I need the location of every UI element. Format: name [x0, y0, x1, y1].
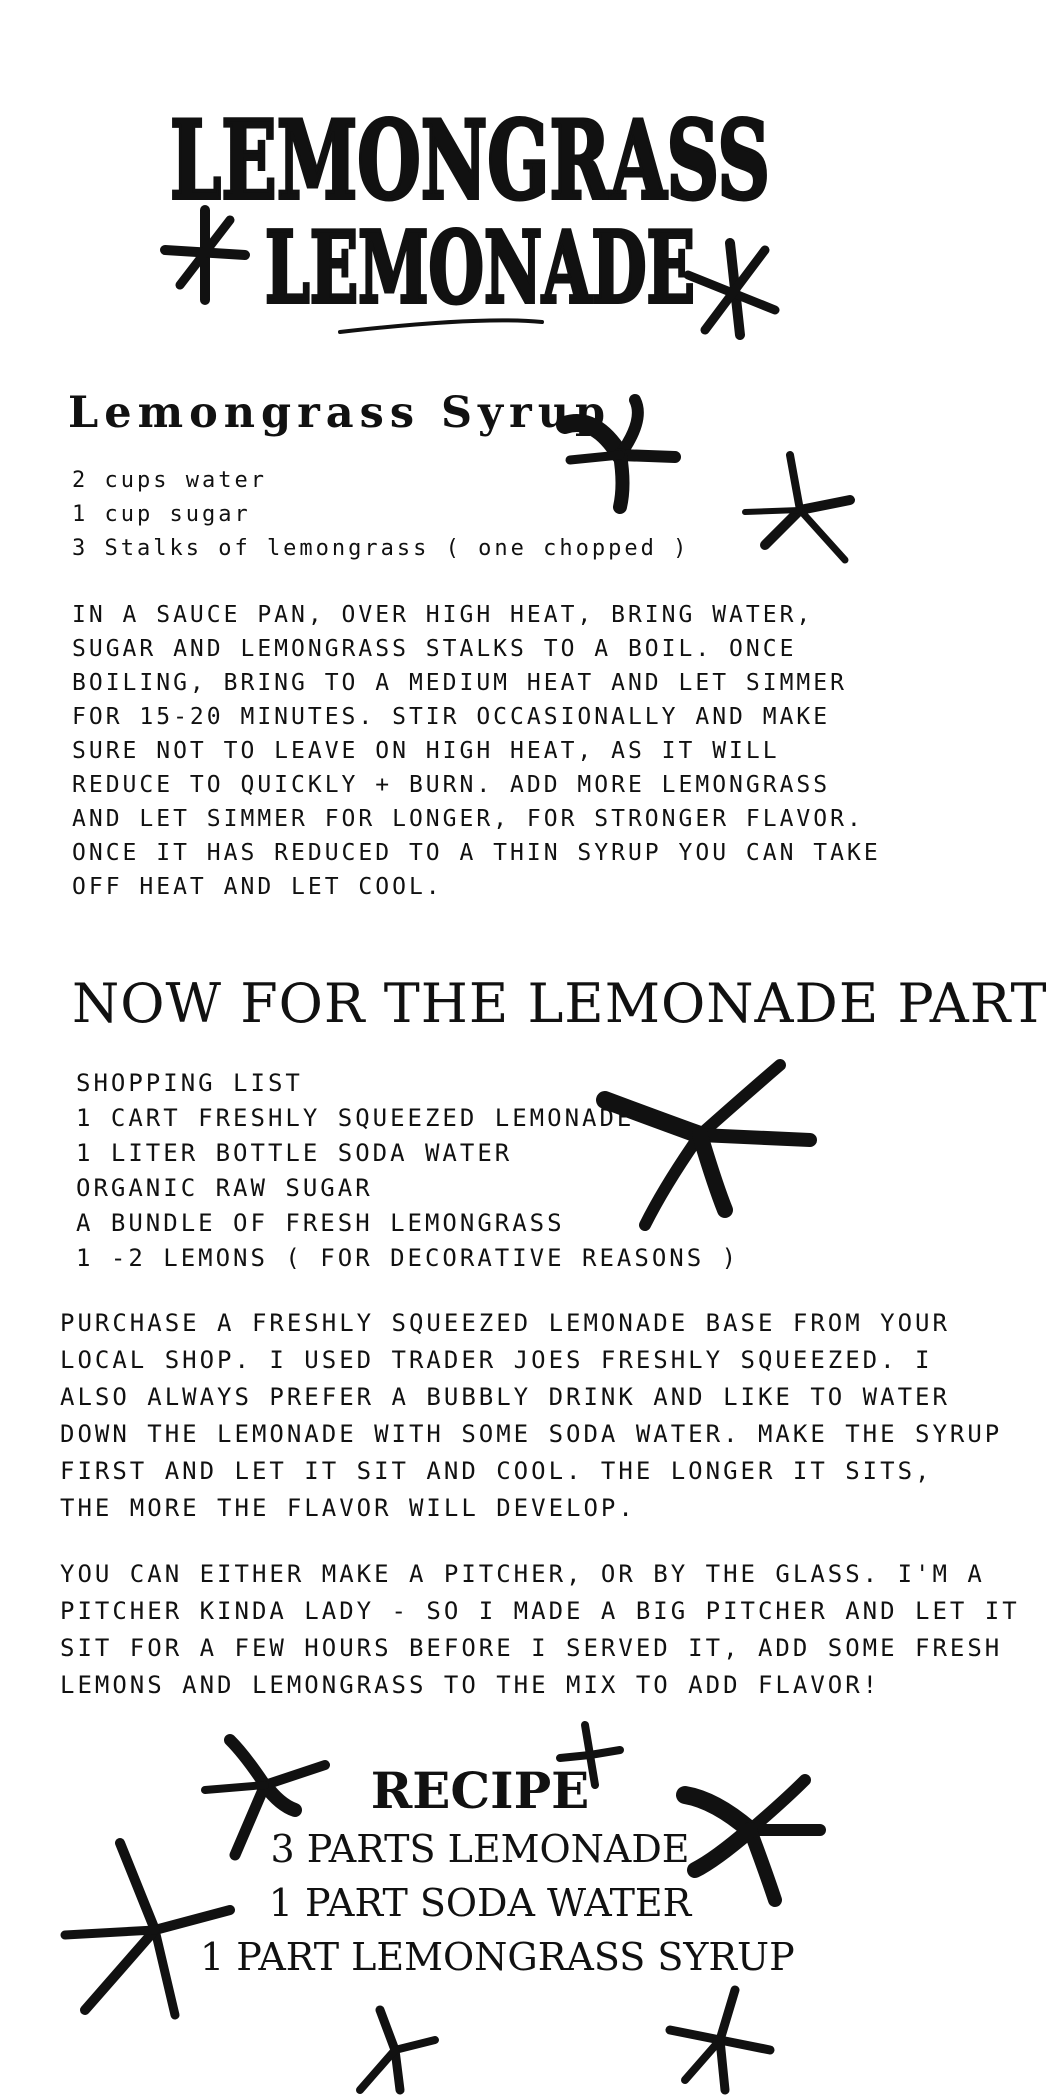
star-doodle-icon — [665, 1985, 775, 2095]
instruction-line: OFF HEAT AND LET COOL. — [72, 874, 443, 900]
shopping-list-item: 1 LITER BOTTLE SODA WATER — [76, 1139, 513, 1167]
instruction-line: DOWN THE LEMONADE WITH SOME SODA WATER. MAKE THE SYRUP — [60, 1420, 1003, 1448]
star-doodle-icon — [60, 1835, 240, 2025]
instruction-line: SUGAR AND LEMONGRASS STALKS TO A BOIL. ONCE — [72, 636, 797, 662]
title-line-2: LEMONADE — [265, 211, 695, 326]
instruction-line: IN A SAUCE PAN, OVER HIGH HEAT, BRING WATER, — [72, 602, 814, 628]
instruction-line: REDUCE TO QUICKLY + BURN. ADD MORE LEMONGRASS — [72, 772, 831, 798]
instruction-line: LOCAL SHOP. I USED TRADER JOES FRESHLY SQUEEZED. I — [60, 1346, 933, 1374]
shopping-list-item: 1 -2 LEMONS ( FOR DECORATIVE REASONS ) — [76, 1244, 740, 1272]
instruction-line: YOU CAN EITHER MAKE A PITCHER, OR BY THE GLASS. I'M A — [60, 1560, 985, 1588]
instruction-line: THE MORE THE FLAVOR WILL DEVELOP. — [60, 1494, 636, 1522]
star-doodle-icon — [740, 450, 860, 570]
instruction-line: LEMONS AND LEMONGRASS TO THE MIX TO ADD FLAVOR! — [60, 1671, 881, 1699]
syrup-heading: Lemongrass Syrup — [68, 388, 612, 438]
instruction-line: PITCHER KINDA LADY - SO I MADE A BIG PITCHER AND LET IT — [60, 1597, 1020, 1625]
recipe-item: 3 PARTS LEMONADE — [270, 1827, 690, 1871]
lemonade-instructions-2 — [60, 1556, 1020, 1704]
shopping-list-item: A BUNDLE OF FRESH LEMONGRASS — [76, 1209, 565, 1237]
star-doodle-icon — [555, 1720, 625, 1790]
star-doodle-icon — [675, 1760, 830, 1910]
shopping-list-item: ORGANIC RAW SUGAR — [76, 1174, 373, 1202]
instruction-line: AND LET SIMMER FOR LONGER, FOR STRONGER FLAVOR. — [72, 806, 864, 832]
lemonade-heading: NOW FOR THE LEMONADE PART — [72, 972, 1048, 1035]
instruction-line: ONCE IT HAS REDUCED TO A THIN SYRUP YOU CAN TAKE — [72, 840, 881, 866]
recipe-heading: RECIPE — [370, 1761, 590, 1820]
shopping-list-item: 1 CART FRESHLY SQUEEZED LEMONADE — [76, 1104, 635, 1132]
star-doodle-icon — [350, 2005, 440, 2095]
title-line-1: LEMONGRASS — [170, 98, 770, 224]
ingredient-line: 1 cup sugar — [72, 502, 251, 527]
instruction-line: PURCHASE A FRESHLY SQUEEZED LEMONADE BASE FROM YOUR — [60, 1309, 950, 1337]
ingredient-line: 2 cups water — [72, 468, 267, 493]
recipe-item: 1 PART SODA WATER — [268, 1881, 692, 1925]
instruction-line: FIRST AND LET IT SIT AND COOL. THE LONGER IT SITS, — [60, 1457, 933, 1485]
syrup-ingredients — [72, 464, 689, 566]
shopping-list-title: SHOPPING LIST — [76, 1069, 303, 1097]
instruction-line: BOILING, BRING TO A MEDIUM HEAT AND LET SIMMER — [72, 670, 847, 696]
star-doodle-icon — [680, 235, 780, 345]
instruction-line: FOR 15-20 MINUTES. STIR OCCASIONALLY AND MAKE — [72, 704, 831, 730]
instruction-line: ALSO ALWAYS PREFER A BUBBLY DRINK AND LIKE TO WATER — [60, 1383, 950, 1411]
recipe-item: 1 PART LEMONGRASS SYRUP — [200, 1935, 795, 1979]
ingredient-line: 3 Stalks of lemongrass ( one chopped ) — [72, 536, 690, 561]
lemonade-instructions-1 — [60, 1305, 1002, 1527]
syrup-instructions — [72, 598, 881, 904]
star-doodle-icon — [595, 1055, 825, 1235]
star-doodle-icon — [160, 200, 250, 310]
instruction-line: SIT FOR A FEW HOURS BEFORE I SERVED IT, ADD SOME FRESH — [60, 1634, 1003, 1662]
instruction-line: SURE NOT TO LEAVE ON HIGH HEAT, AS IT WILL — [72, 738, 780, 764]
